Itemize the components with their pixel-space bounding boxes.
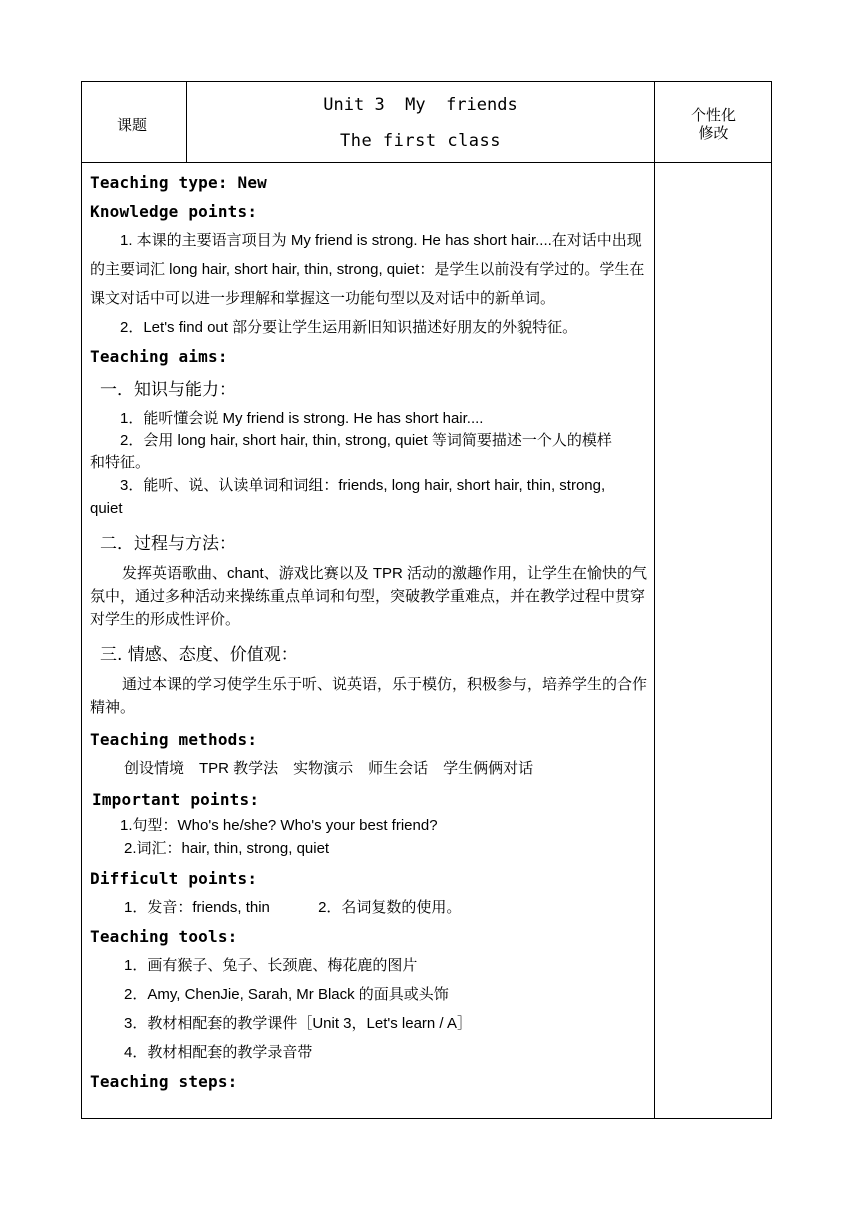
teaching-tools-heading: Teaching tools: (90, 927, 238, 946)
aims-subheading-process: 二．过程与方法： (100, 534, 236, 554)
revision-label-line2: 修改 (698, 124, 729, 142)
aims-subheading-knowledge: 一．知识与能力： (100, 380, 236, 400)
subject-label: 课题 (117, 116, 148, 134)
knowledge-paragraph-1: 1. 本课的主要语言项目为 My friend is strong. He has short hair....在对话中出现的主要词汇 long hair, short hair, thin, strong, quiet：是学生以前没有学过的。学生在课文对话中可以进一步理解和掌握这一功能句型以及对话中的新单词。 (90, 232, 645, 307)
important-item-2: 2.词汇：hair, thin, strong, quiet (124, 840, 330, 857)
difficult-points-heading: Difficult points: (90, 869, 258, 888)
lesson-plan-table (81, 81, 772, 1119)
divider-col2 (654, 82, 655, 1118)
tool-item-1: 1．画有猴子、兔子、长颈鹿、梅花鹿的图片 (124, 957, 418, 974)
aim-item-1: 1．能听懂会说 My friend is strong. He has short hair.... (120, 410, 484, 427)
teaching-aims-heading: Teaching aims: (90, 347, 228, 366)
important-item-1: 1.句型：Who's he/she? Who's your best friend? (120, 817, 438, 834)
tool-item-4: 4．教材相配套的教学录音带 (124, 1044, 313, 1061)
aims-process-text: 发挥英语歌曲、chant、游戏比赛以及 TPR 活动的激趣作用，让学生在愉快的气氛中，通过多种活动来操练重点单词和句型，突破教学重难点，并在教学过程中贯穿对学生的形成性评价。 (90, 565, 648, 628)
teaching-steps-heading: Teaching steps: (90, 1072, 238, 1091)
difficult-item-1: 1．发音：friends, thin (124, 899, 270, 916)
teaching-methods-text: 创设情境 TPR 教学法 实物演示 师生会话 学生俩俩对话 (124, 760, 534, 777)
difficult-items (90, 893, 654, 922)
lesson-title: Unit 3 My friends (323, 95, 518, 115)
knowledge-paragraph-2: 2．Let's find out 部分要让学生运用新旧知识描述好朋友的外貌特征。 (120, 319, 578, 336)
important-points-heading: Important points: (92, 790, 260, 809)
aim-item-2: 2．会用 long hair, short hair, thin, strong, quiet 等词简要描述一个人的模样和特征。 (90, 432, 612, 471)
knowledge-points-heading: Knowledge points: (90, 202, 258, 221)
aims-attitude-text: 通过本课的学习使学生乐于听、说英语，乐于模仿，积极参与，培养学生的合作精神。 (90, 676, 648, 716)
aims-subheading-attitude: 三. 情感、态度、价值观： (100, 645, 298, 665)
revision-label-line1: 个性化 (690, 106, 736, 124)
difficult-item-2: 2．名词复数的使用。 (318, 899, 462, 916)
lesson-subtitle: The first class (339, 131, 502, 151)
lesson-body (82, 163, 654, 1096)
teaching-methods-heading: Teaching methods: (90, 730, 258, 749)
teaching-type: Teaching type: New (90, 173, 267, 192)
aim-item-3: 3．能听、说、认读单词和词组：friends, long hair, short hair, thin, strong, quiet (90, 477, 606, 517)
tool-item-3: 3．教材相配套的教学课件［Unit 3，Let's learn / A］ (124, 1015, 472, 1032)
tool-item-2: 2．Amy, ChenJie, Sarah, Mr Black 的面具或头饰 (124, 986, 449, 1003)
